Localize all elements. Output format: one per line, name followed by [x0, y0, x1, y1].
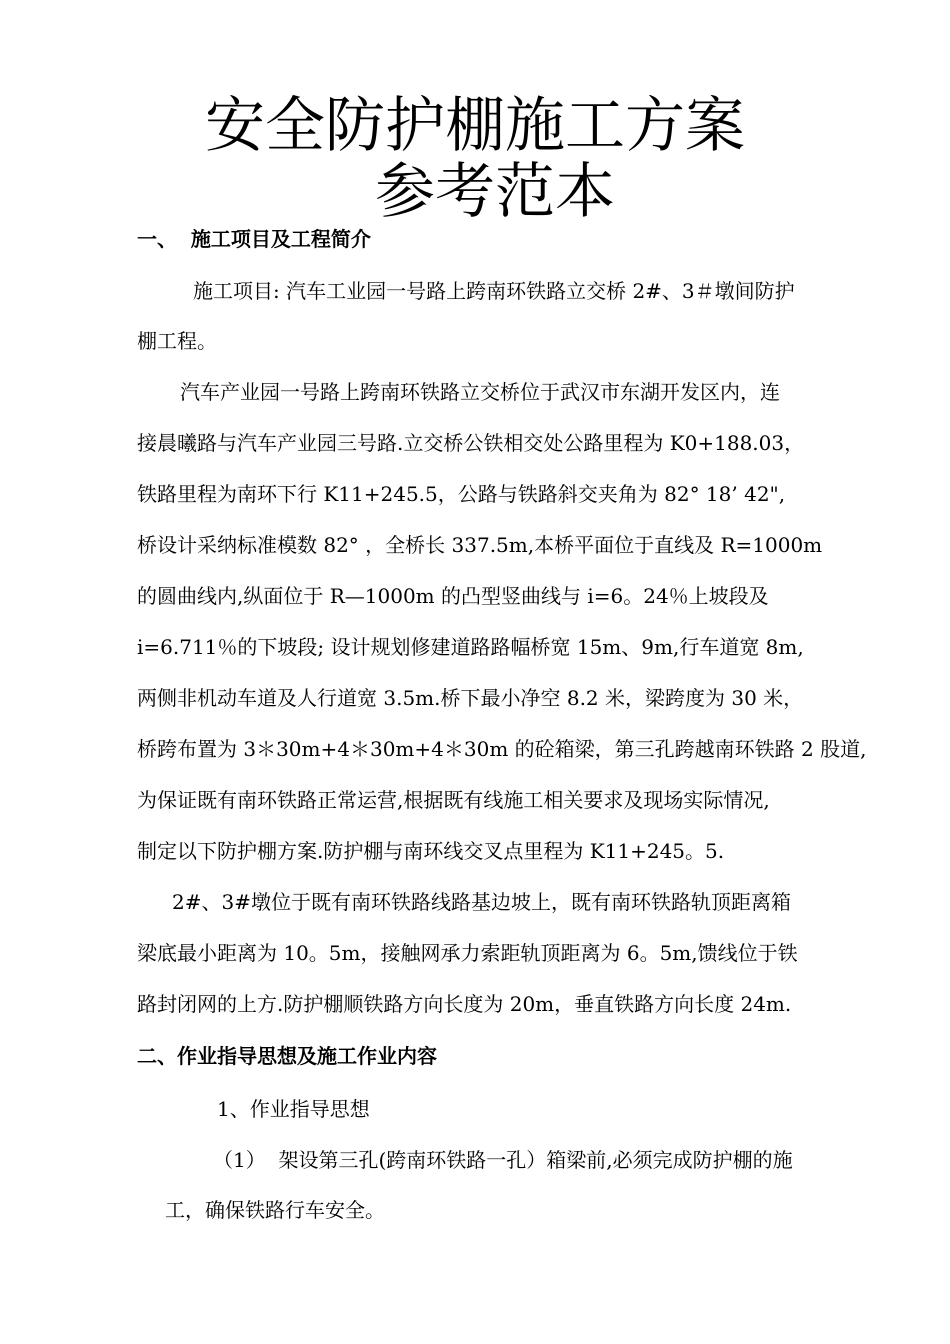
document-subtitle: 参考范本: [375, 157, 615, 227]
paragraph-line: 制定以下防护棚方案.防护棚与南环线交叉点里程为 K11+245。5.: [137, 839, 725, 863]
section-1-heading: 一、 施工项目及工程简介: [137, 227, 371, 251]
paragraph-line: 桥设计采纳标准模数 82° ，全桥长 337.5m,本桥平面位于直线及 R=1000m: [137, 533, 823, 557]
document-title: 安全防护棚施工方案: [205, 91, 745, 161]
paragraph-line: 梁底最小距离为 10。5m，接触网承力索距轨顶距离为 6。5m,馈线位于铁: [137, 941, 798, 965]
paragraph-line: （1） 架设第三孔(跨南环铁路一孔）箱梁前,必须完成防护棚的施: [213, 1148, 793, 1172]
paragraph-line: 棚工程。: [137, 329, 217, 353]
paragraph-line: 汽车产业园一号路上跨南环铁路立交桥位于武汉市东湖开发区内，连: [180, 380, 780, 404]
paragraph-line: 桥跨布置为 3＊30m+4＊30m+4＊30m 的砼箱梁，第三孔跨越南环铁路 2 股道,: [137, 737, 867, 761]
paragraph-line: i=6.711％的下坡段; 设计规划修建道路路幅桥宽 15m、9m,行车道宽 8m,: [137, 635, 804, 659]
paragraph-line: 工，确保铁路行车安全。: [165, 1198, 385, 1222]
paragraph-line: 铁路里程为南环下行 K11+245.5，公路与铁路斜交夹角为 82° 18’ 42",: [137, 482, 786, 506]
paragraph-line: 路封闭网的上方.防护棚顺铁路方向长度为 20m，垂直铁路方向长度 24m.: [137, 992, 792, 1016]
paragraph-line: 两侧非机动车道及人行道宽 3.5m.桥下最小净空 8.2 米，梁跨度为 30 米，: [137, 686, 804, 710]
paragraph-line: 的圆曲线内,纵面位于 R—1000m 的凸型竖曲线与 i=6。24％上坡段及: [137, 584, 769, 608]
paragraph-line: 接晨曦路与汽车产业园三号路.立交桥公铁相交处公路里程为 K0+188.03，: [137, 431, 805, 455]
subsection-heading: 1、作业指导思想: [217, 1097, 370, 1121]
paragraph-line: 施工项目: 汽车工业园一号路上跨南环铁路立交桥 2#、3＃墩间防护: [193, 279, 795, 303]
section-2-heading: 二、作业指导思想及施工作业内容: [137, 1044, 437, 1068]
paragraph-line: 为保证既有南环铁路正常运营,根据既有线施工相关要求及现场实际情况,: [137, 788, 770, 812]
paragraph-line: 2#、3#墩位于既有南环铁路线路基边坡上，既有南环铁路轨顶距离箱: [172, 890, 791, 914]
